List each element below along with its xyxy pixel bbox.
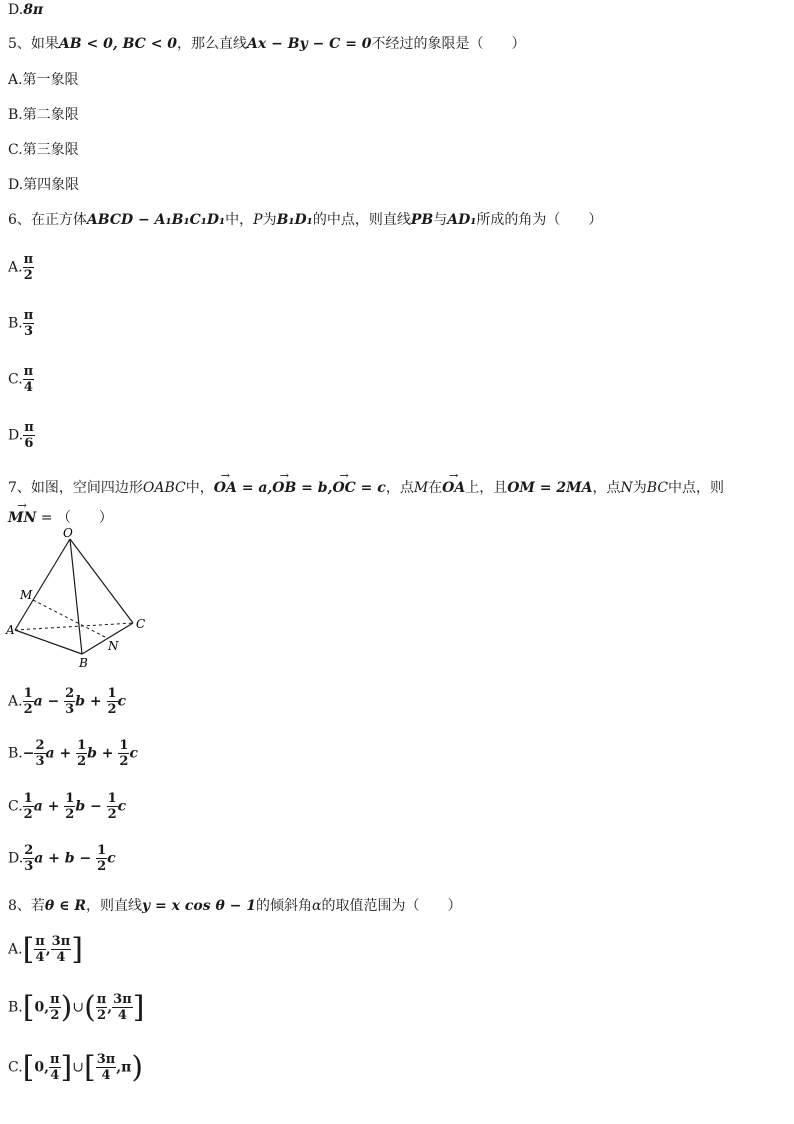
segment-mn — [33, 600, 107, 638]
q8-text: ，则直线 — [86, 898, 143, 914]
denominator: 3 — [35, 754, 45, 769]
q6-option-b — [8, 308, 34, 339]
term: c — [129, 745, 138, 762]
pi-endpoint: ,π — [116, 1059, 132, 1076]
fraction — [64, 791, 75, 822]
option-label: D. — [8, 427, 24, 444]
q5-option-a: A.第一象限 — [8, 72, 79, 88]
numerator: 1 — [107, 791, 117, 806]
denominator: 2 — [97, 1008, 107, 1023]
q8-line-equation: y = x cos θ − 1 — [142, 898, 257, 914]
term: b − — [75, 798, 107, 815]
q5-condition: AB < 0, BC < 0 — [58, 36, 178, 52]
term: b + — [87, 745, 119, 762]
fraction — [34, 934, 46, 965]
option-label: B. — [8, 745, 23, 762]
edge-oa — [15, 539, 70, 630]
vector-oa: → OA — [214, 478, 237, 498]
label-n: N — [108, 639, 119, 653]
question-number: 7、 — [8, 480, 31, 496]
numerator: 1 — [23, 686, 33, 701]
q7-text: 为 — [632, 480, 647, 496]
q8-theta-condition: θ ∈ R — [44, 898, 87, 914]
comma: , — [107, 999, 113, 1016]
q6-text: 中， — [225, 212, 254, 228]
left-bracket: [ — [22, 990, 35, 1025]
denominator: 2 — [50, 1008, 60, 1023]
label-c: C — [136, 617, 146, 631]
numerator: π — [50, 992, 60, 1007]
numerator: π — [23, 308, 34, 323]
q7-point-m: M — [413, 480, 429, 496]
q7-text: ，点 — [592, 480, 621, 496]
left-bracket: [ — [83, 1050, 96, 1085]
option-label: B. — [8, 315, 23, 332]
q7-segment-bc: BC — [646, 480, 669, 496]
denominator: 4 — [50, 1068, 60, 1083]
fraction — [34, 738, 45, 769]
fraction — [23, 686, 34, 717]
denominator: 2 — [23, 268, 33, 283]
q6-text: 与 — [433, 212, 448, 228]
numerator: π — [96, 992, 107, 1007]
q6-point-p: P — [253, 212, 263, 228]
numerator: 1 — [65, 791, 75, 806]
question-number: 5、 — [8, 36, 31, 52]
fraction — [23, 364, 35, 395]
fraction — [23, 308, 35, 339]
q5-line-equation: Ax − By − C = 0 — [247, 36, 372, 52]
q7-option-a — [8, 686, 126, 717]
q5-text-pre: 如果 — [30, 36, 59, 52]
denominator: 2 — [23, 702, 33, 717]
term: a + b − — [34, 850, 97, 867]
q7-eq-a: = a, — [236, 480, 273, 496]
denominator: 3 — [23, 324, 34, 339]
denominator: 2 — [97, 859, 107, 874]
q7-point-n: N — [620, 480, 633, 496]
numerator: 1 — [107, 686, 117, 701]
label-o: O — [63, 526, 73, 540]
q7-text: 中点，则 — [668, 480, 725, 496]
right-paren: ) — [60, 990, 73, 1025]
denominator: 4 — [23, 380, 33, 395]
question-8 — [8, 896, 462, 916]
q6-line-ad1: AD₁ — [447, 212, 477, 228]
option-label: B. — [8, 999, 23, 1016]
label-a: A — [6, 623, 15, 637]
q4-option-d — [8, 0, 43, 20]
numerator: 2 — [24, 843, 34, 858]
q6-line-pb: PB — [410, 212, 434, 228]
question-5 — [8, 34, 526, 54]
q6-cube: ABCD − A₁B₁C₁D₁ — [86, 212, 226, 228]
zero: 0, — [34, 999, 50, 1016]
sign: − — [22, 745, 35, 762]
option-label: A. — [8, 941, 23, 958]
q7-eq-c: = c — [355, 480, 386, 496]
q7-option-d — [8, 843, 116, 874]
vector-ob: → OB — [272, 478, 296, 498]
fraction — [107, 791, 118, 822]
fraction — [107, 686, 118, 717]
term: b + — [75, 693, 107, 710]
q5-text-post: 不经过的象限是（ ） — [371, 36, 526, 52]
zero: 0, — [34, 1059, 50, 1076]
numerator: 3π — [96, 1052, 116, 1067]
numerator: 1 — [77, 738, 87, 753]
q6-text: 的中点，则直线 — [312, 212, 411, 228]
fraction — [49, 1052, 61, 1083]
q8-option-a — [8, 932, 83, 967]
q8-text: 若 — [30, 898, 45, 914]
denominator: 2 — [23, 807, 33, 822]
term: a + — [33, 798, 65, 815]
left-paren: ( — [84, 990, 96, 1025]
q6-text: 所成的角为（ ） — [476, 212, 603, 228]
question-7 — [8, 478, 724, 498]
q5-text-mid: ，那么直线 — [177, 36, 248, 52]
label-m: M — [20, 588, 33, 602]
q8-alpha: α — [312, 898, 322, 914]
vector-mn: → MN — [8, 508, 36, 528]
fraction — [23, 843, 34, 874]
term: c — [107, 850, 116, 867]
right-bracket: ] — [132, 990, 145, 1025]
numerator: π — [23, 364, 34, 379]
q7-option-c — [8, 791, 126, 822]
denominator: 2 — [77, 754, 87, 769]
right-bracket: ] — [60, 1050, 73, 1085]
q6-text: 为 — [262, 212, 277, 228]
union-symbol: ∪ — [72, 999, 85, 1016]
vector-oc: → OC — [332, 478, 355, 498]
denominator: 4 — [56, 950, 66, 965]
numerator: 3π — [51, 934, 71, 949]
term: a + — [45, 745, 77, 762]
numerator: 2 — [35, 738, 45, 753]
option-label: A. — [8, 259, 23, 276]
fraction — [96, 992, 108, 1023]
numerator: 2 — [65, 686, 75, 701]
q7-eq-b: = b, — [296, 480, 333, 496]
fraction — [76, 738, 87, 769]
numerator: π — [35, 934, 45, 949]
label-b: B — [79, 656, 88, 670]
denominator: 4 — [35, 950, 45, 965]
fraction — [96, 1052, 117, 1083]
denominator: 2 — [119, 754, 129, 769]
denominator: 4 — [101, 1068, 111, 1083]
denominator: 6 — [24, 436, 34, 451]
q8-option-c — [8, 1050, 143, 1085]
question-number: 6、 — [8, 212, 31, 228]
numerator: π — [50, 1052, 60, 1067]
numerator: π — [24, 420, 34, 435]
fraction — [23, 420, 35, 451]
denominator: 2 — [107, 702, 117, 717]
left-bracket: [ — [22, 932, 35, 967]
q7-condition: OM = 2MA — [507, 480, 593, 496]
numerator: 1 — [23, 791, 33, 806]
q5-option-b: B.第二象限 — [8, 107, 79, 123]
comma: , — [45, 941, 51, 958]
q6-option-d — [8, 420, 35, 451]
q7-text: = （ ） — [36, 510, 113, 526]
edge-ab — [15, 630, 82, 654]
q8-text: 的倾斜角 — [256, 898, 313, 914]
edge-ob — [70, 539, 82, 654]
q5-option-d: D.第四象限 — [8, 177, 80, 193]
option-label: C. — [8, 798, 23, 815]
numerator: 1 — [97, 843, 107, 858]
denominator: 4 — [117, 1008, 127, 1023]
numerator: 3π — [113, 992, 132, 1007]
right-paren: ) — [131, 1050, 144, 1085]
q6-text: 在正方体 — [30, 212, 87, 228]
numerator: π — [23, 252, 34, 267]
fraction — [64, 686, 75, 717]
fraction — [49, 992, 61, 1023]
option-label: C. — [8, 1059, 23, 1076]
q7-shape: OABC — [142, 480, 186, 496]
denominator: 2 — [65, 807, 75, 822]
term: c — [117, 693, 127, 710]
left-bracket: [ — [22, 1050, 35, 1085]
q7-text: ，点 — [385, 480, 414, 496]
vector-oa: → OA — [442, 478, 465, 498]
q7-text: 如图，空间四边形 — [30, 480, 143, 496]
q7-text: 上，且 — [465, 480, 508, 496]
edge-oc — [70, 539, 133, 623]
tetrahedron-figure — [5, 525, 165, 670]
fraction — [112, 992, 133, 1023]
q7-option-b — [8, 738, 138, 769]
q7-text: 在 — [428, 480, 443, 496]
fraction — [51, 934, 72, 965]
q8-text: 的取值范围为（ ） — [321, 898, 462, 914]
option-value: 8π — [23, 2, 44, 18]
term: c — [117, 798, 127, 815]
denominator: 2 — [107, 807, 117, 822]
q6-option-a — [8, 252, 34, 283]
denominator: 3 — [65, 702, 75, 717]
q6-segment-b1d1: B₁D₁ — [276, 212, 313, 228]
term: a − — [33, 693, 65, 710]
q8-option-b — [8, 990, 144, 1025]
q6-option-c — [8, 364, 34, 395]
numerator: 1 — [119, 738, 129, 753]
option-label: D. — [8, 850, 24, 867]
option-label: A. — [8, 693, 23, 710]
fraction — [23, 791, 34, 822]
q7-text: 中， — [185, 480, 214, 496]
fraction — [118, 738, 129, 769]
question-number: 8、 — [8, 898, 31, 914]
fraction — [96, 843, 107, 874]
option-label: C. — [8, 371, 23, 388]
union-symbol: ∪ — [72, 1059, 84, 1076]
fraction — [23, 252, 35, 283]
denominator: 3 — [24, 859, 34, 874]
option-label: D. — [8, 2, 24, 18]
q5-option-c: C.第三象限 — [8, 142, 79, 158]
edge-ac-hidden — [15, 623, 133, 630]
right-bracket: ] — [71, 932, 83, 967]
question-6 — [8, 210, 602, 230]
